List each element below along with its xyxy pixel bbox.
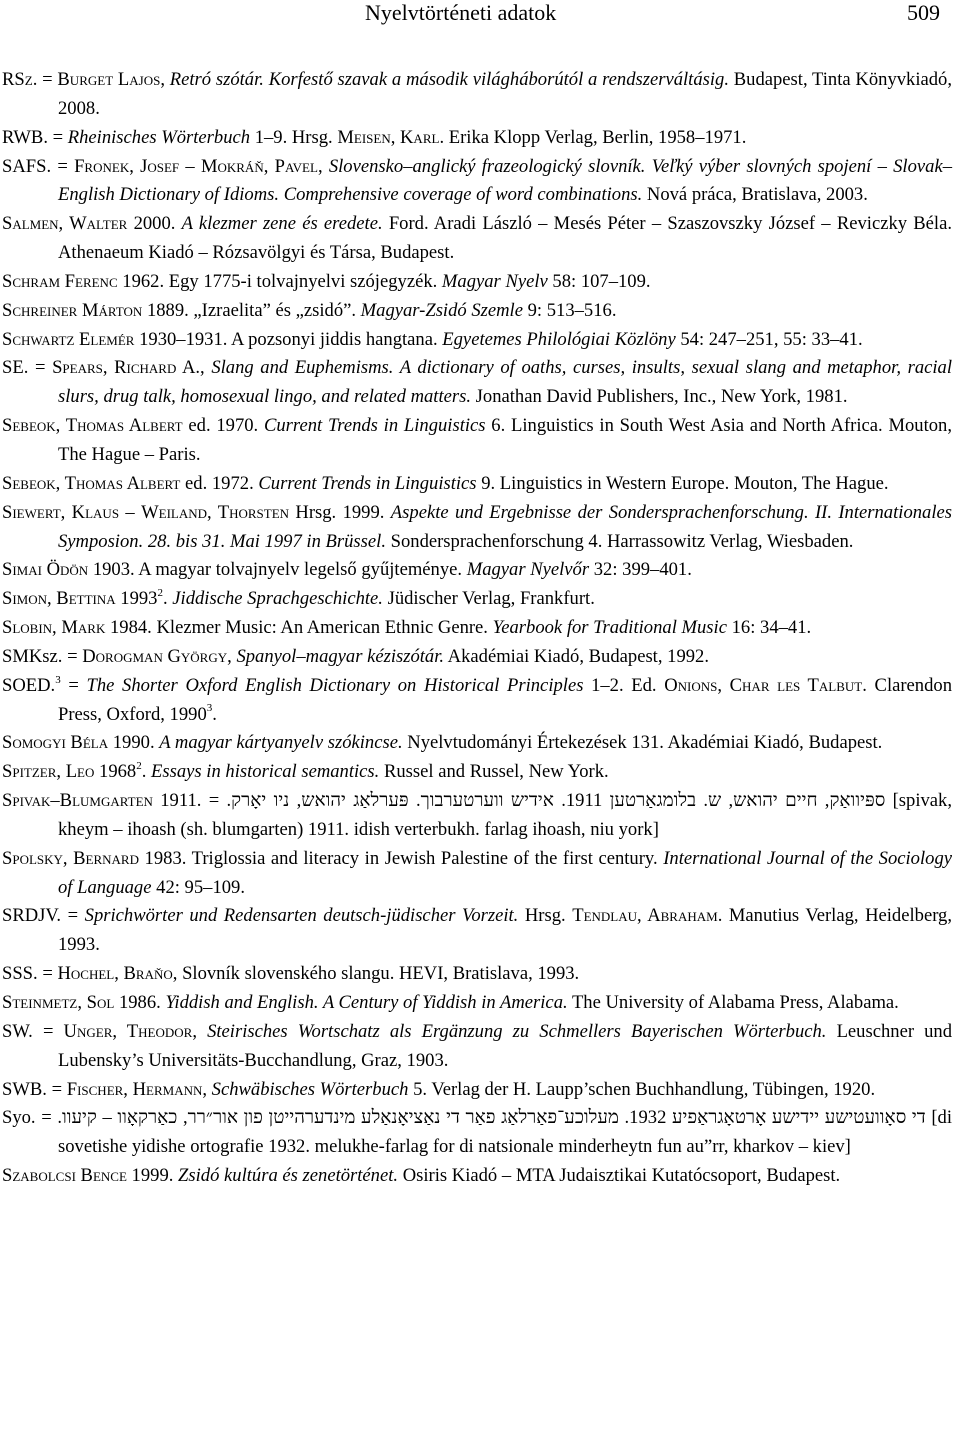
entry-text: ed. 1970. — [182, 415, 264, 437]
bibliography-entry — [2, 499, 952, 557]
work-title: International Journal of the Sociology of Language — [58, 847, 952, 898]
entry-text: 1–9. Hrsg. — [250, 126, 338, 148]
author-name: Schram Ferenc — [2, 270, 118, 292]
entry-text: 1968 — [94, 761, 137, 783]
bibliography-entry — [2, 1018, 952, 1076]
bibliography-list — [2, 66, 952, 1191]
entry-text: SSS. = — [2, 963, 58, 985]
work-title: Slovensko–anglický frazeologický slovník. Veľký výber slovných spojení – Slovak–English Dictionary of Idioms. Comprehensive coverage of word combinations. — [58, 155, 952, 206]
bibliography-entry — [2, 787, 952, 845]
entry-text: SWB. = — [2, 1078, 67, 1100]
work-title: Current Trends in Linguistics — [263, 415, 486, 437]
entry-text: 1903. A magyar tolvajnyelv legelső gyűjteménye. — [88, 559, 467, 581]
author-name: Fischer, Hermann — [66, 1078, 203, 1100]
entry-text: Osiris Kiadó – MTA Judaisztikai Kutatócsoport, Budapest. — [398, 1165, 841, 1187]
entry-text: 1990. — [108, 732, 160, 754]
work-title: Spanyol–magyar kéziszótár. — [236, 645, 445, 667]
author-name: Spivak–Blumgarten — [2, 790, 153, 812]
entry-text: Hrsg. 1999. — [289, 501, 391, 523]
entry-text: Akadémiai Kiadó, Budapest, 1992. — [444, 645, 709, 667]
author-name: Slobin, Mark — [2, 617, 106, 639]
bibliography-entry — [2, 960, 952, 989]
page-number: 509 — [907, 0, 940, 25]
bibliography-entry — [2, 412, 952, 470]
work-title: Jiddische Sprachgeschichte. — [172, 588, 383, 610]
work-title: Magyar Nyelvőr — [466, 559, 590, 581]
author-name: Szabolcsi Bence — [2, 1165, 127, 1187]
entry-text: RS — [2, 69, 25, 90]
hebrew-script-text: ספּיוואַק, חיים יהואש, ש. בלומגאַרטען 1911. אידיש ווערטערבוך. פּערלאַג יהואש, ניו יאָרק. — [226, 790, 886, 812]
entry-text: Budapest, Tinta Könyvkiadó, 2008. — [58, 69, 952, 119]
entry-text: SRDJV. = — [2, 905, 85, 927]
entry-text: 32: 399–401. — [589, 559, 692, 581]
entry-text: Leuschner und Lubensky’s Universitäts-Bucchandlung, Graz, 1903. — [58, 1020, 953, 1071]
entry-text: Sondersprachenforschung 4. Harrassowitz Verlag, Wiesbaden. — [385, 530, 854, 552]
entry-text: Russel and Russel, New York. — [379, 761, 609, 783]
entry-text: – — [119, 501, 142, 523]
entry-text: RWB. = — [2, 126, 68, 148]
author-name: Steinmetz, Sol — [2, 992, 115, 1013]
author-name: Onions, Char les Talbut — [664, 674, 863, 696]
entry-text: 2000. — [127, 213, 182, 235]
work-title: Magyar Nyelv — [441, 270, 548, 292]
entry-text: 16: 34–41. — [726, 617, 812, 639]
bibliography-entry — [2, 989, 952, 1018]
author-name: Weiland, Thorsten — [141, 501, 290, 523]
author-name: Simai Ödön — [2, 559, 89, 581]
bibliography-entry — [2, 210, 952, 268]
work-title: Retró szótár. Korfestő szavak a második világháborútól a rendszerváltásig. — [169, 69, 729, 90]
bibliography-entry — [2, 354, 952, 412]
work-title: Steirisches Wortschatz als Ergänzung zu Schmellers Bayerischen Wörterbuch. — [207, 1020, 827, 1042]
work-title: Current Trends in Linguistics — [258, 472, 477, 494]
entry-text: SAFS. = — [2, 155, 75, 177]
entry-text: 1930–1931. A pozsonyi jiddis hangtana. — [134, 328, 443, 350]
entry-text: 1911. = — [152, 790, 227, 812]
edition-superscript: 3 — [55, 673, 61, 686]
work-title: The Shorter Oxford English Dictionary on Historical Principles — [86, 674, 584, 696]
entry-text: . — [141, 761, 152, 783]
author-name: Salmen, Walter — [2, 213, 128, 235]
author-name: Spolsky, Bernard — [2, 847, 139, 869]
entry-text: [spivak, kheym – ihoash (sh. blumgarten) 1911. idish verterbukh. farlag ihoash, niu york] — [58, 790, 952, 840]
entry-text: – — [179, 155, 201, 177]
entry-text: 1993 — [115, 588, 158, 610]
edition-superscript: 2 — [136, 760, 142, 773]
page-header — [0, 0, 960, 30]
entry-text: 1–2. Ed. — [583, 674, 665, 696]
author-name: Schreiner Márton — [2, 299, 143, 321]
author-name: Schwartz Elemér — [2, 328, 135, 350]
entry-text: . Manutius Verlag, Heidelberg, 1993. — [58, 905, 952, 956]
entry-text: 1986. — [114, 992, 166, 1013]
entry-text: , — [317, 155, 329, 177]
author-name: z — [24, 69, 33, 90]
bibliography-entry — [2, 1162, 952, 1191]
bibliography-entry — [2, 643, 952, 672]
author-name: Mokráň, Pavel — [200, 155, 318, 177]
entry-text: SW. = — [2, 1020, 64, 1042]
entry-text: . — [162, 588, 173, 610]
entry-text: . Erika Klopp Verlag, Berlin, 1958–1971. — [439, 126, 747, 148]
bibliography-entry — [2, 845, 952, 903]
author-name: Tendlau, Abraham — [572, 905, 718, 927]
entry-text: Ford. Aradi László – Mesés Péter – Szaszovszky József – Reviczky Béla. Athenaeum Kiadó – Rózsavölgyi és Társa, Budapest. — [58, 213, 952, 264]
hebrew-script-text: די סאָוועטישע יידישע אָרטאָגראַפיע 1932. מעלוכע־פאַרלאַג פאַר די נאַציאָנאַלע מינדערהייטן פון אור״רר, כאַרקאָוו – קיעוו. — [57, 1107, 926, 1129]
bibliography-entry — [2, 585, 952, 614]
author-name: Siewert, Klaus — [2, 501, 120, 523]
entry-text: 9. Linguistics in Western Europe. Mouton, The Hague. — [476, 472, 889, 494]
entry-text: , Slovník slovenského slangu. HEVI, Bratislava, 1993. — [172, 963, 580, 985]
entry-text: ed. 1972. — [180, 472, 259, 494]
author-name: Dorogman György — [82, 645, 228, 667]
author-name: Somogyi Béla — [2, 732, 109, 754]
author-name: Meisen, Karl — [337, 126, 440, 148]
bibliography-entry — [2, 758, 952, 787]
entry-text: , — [227, 645, 237, 667]
entry-text: = — [60, 674, 87, 696]
entry-text: The University of Alabama Press, Alabama. — [567, 992, 899, 1013]
author-name: Sebeok, Thomas Albert — [2, 472, 181, 494]
work-title: Slang and Euphemisms. A dictionary of oaths, curses, insults, sexual slang and metaphor, racial slurs, drug talk, homosexual lingo, and related matters. — [58, 357, 952, 408]
entry-text: . — [212, 703, 217, 725]
entry-text: SOED. — [2, 674, 56, 696]
author-name: Hochel, Braňo — [57, 963, 173, 985]
entry-text: Hrsg. — [518, 905, 573, 927]
entry-text: . Clarendon Press, Oxford, 1990 — [58, 674, 952, 725]
work-title: A magyar kártyanyelv szókincse. — [159, 732, 403, 754]
entry-text: 6. Linguistics in South West Asia and North Africa. Mouton, The Hague – Paris. — [58, 415, 952, 465]
work-title: Rheinisches Wörterbuch — [67, 126, 251, 148]
entry-text: . = — [32, 69, 58, 90]
work-title: Egyetemes Philológiai Közlöny — [442, 328, 676, 350]
edition-superscript: 2 — [157, 587, 163, 599]
bibliography-entry — [2, 729, 952, 758]
entry-text: , — [202, 1078, 212, 1100]
entry-text: 1983. Triglossia and literacy in Jewish Palestine of the first century. — [138, 847, 664, 869]
entry-text: 5. Verlag der H. Laupp’schen Buchhandlung, Tübingen, 1920. — [408, 1078, 876, 1100]
bibliography-entry — [2, 124, 952, 153]
bibliography-entry — [2, 470, 952, 499]
running-title: Nyelvtörténeti adatok — [365, 0, 557, 25]
entry-text: Nová práca, Bratislava, 2003. — [642, 184, 868, 206]
edition-superscript: 3 — [206, 702, 213, 715]
entry-text: Jonathan David Publishers, Inc., New York, 1981. — [471, 386, 848, 408]
author-name: Simon, Bettina — [2, 588, 116, 610]
author-name: Unger, Theodor — [63, 1020, 193, 1042]
bibliography-entry — [2, 672, 952, 730]
author-name: Spears, Richard — [52, 357, 177, 379]
entry-text: Nyelvtudományi Értekezések 131. Akadémiai Kiadó, Budapest. — [402, 732, 883, 754]
entry-text: 1999. — [126, 1165, 179, 1187]
entry-text: SMKsz. = — [2, 645, 83, 667]
entry-text: 1962. Egy 1775-i tolvajnyelvi szójegyzék. — [117, 270, 442, 292]
entry-text: 54: 247–251, 55: 33–41. — [675, 328, 863, 350]
entry-text: 42: 95–109. — [151, 876, 245, 898]
bibliography-entry — [2, 1104, 952, 1162]
work-title: Schwäbisches Wörterbuch — [211, 1078, 409, 1100]
bibliography-entry — [2, 556, 952, 585]
bibliography-entry — [2, 1076, 952, 1105]
entry-text: Syo. = — [2, 1107, 58, 1129]
bibliography-entry — [2, 153, 952, 211]
entry-text: A., — [176, 357, 212, 379]
bibliography-entry — [2, 297, 952, 326]
entry-text: 1984. Klezmer Music: An American Ethnic Genre. — [105, 617, 493, 639]
bibliography-entry — [2, 614, 952, 643]
work-title: A klezmer zene és eredete. — [181, 213, 383, 235]
entry-text: , — [160, 69, 170, 90]
entry-text: 58: 107–109. — [547, 270, 651, 292]
work-title: Sprichwörter und Redensarten deutsch-jüdischer Vorzeit. — [84, 905, 519, 927]
entry-text: 1889. „Izraelita” és „zsidó”. — [142, 299, 361, 321]
work-title: Magyar-Zsidó Szemle — [360, 299, 523, 321]
author-name: Fronek, Josef — [74, 155, 180, 177]
entry-text: [di sovetishe yidishe ortografie 1932. melukhe-farlag for di natsionale minderheytn fun au”rr, kharkov – kiev] — [58, 1107, 952, 1158]
work-title: Essays in historical semantics. — [151, 761, 380, 783]
author-name: Sebeok, Thomas Albert — [2, 415, 183, 437]
bibliography-entry — [2, 268, 952, 297]
work-title: Yiddish and English. A Century of Yiddish in America. — [165, 992, 568, 1013]
bibliography-entry — [2, 326, 952, 355]
bibliography-entry — [2, 902, 952, 960]
work-title: Zsidó kultúra és zenetörténet. — [178, 1165, 399, 1187]
bibliography-entry — [2, 66, 952, 124]
entry-text: Jüdischer Verlag, Frankfurt. — [382, 588, 595, 610]
entry-text: , — [192, 1020, 208, 1042]
entry-text: SE. = — [2, 357, 53, 379]
author-name: Spitzer, Leo — [2, 761, 95, 783]
work-title: Aspekte und Ergebnisse der Sondersprachenforschung. II. Internationales Symposion. 28. bis 31. Mai 1997 in Brüssel. — [58, 501, 952, 552]
author-name: Burget Lajos — [57, 69, 161, 90]
work-title: Yearbook for Traditional Music — [492, 617, 727, 639]
entry-text: 9: 513–516. — [522, 299, 617, 321]
